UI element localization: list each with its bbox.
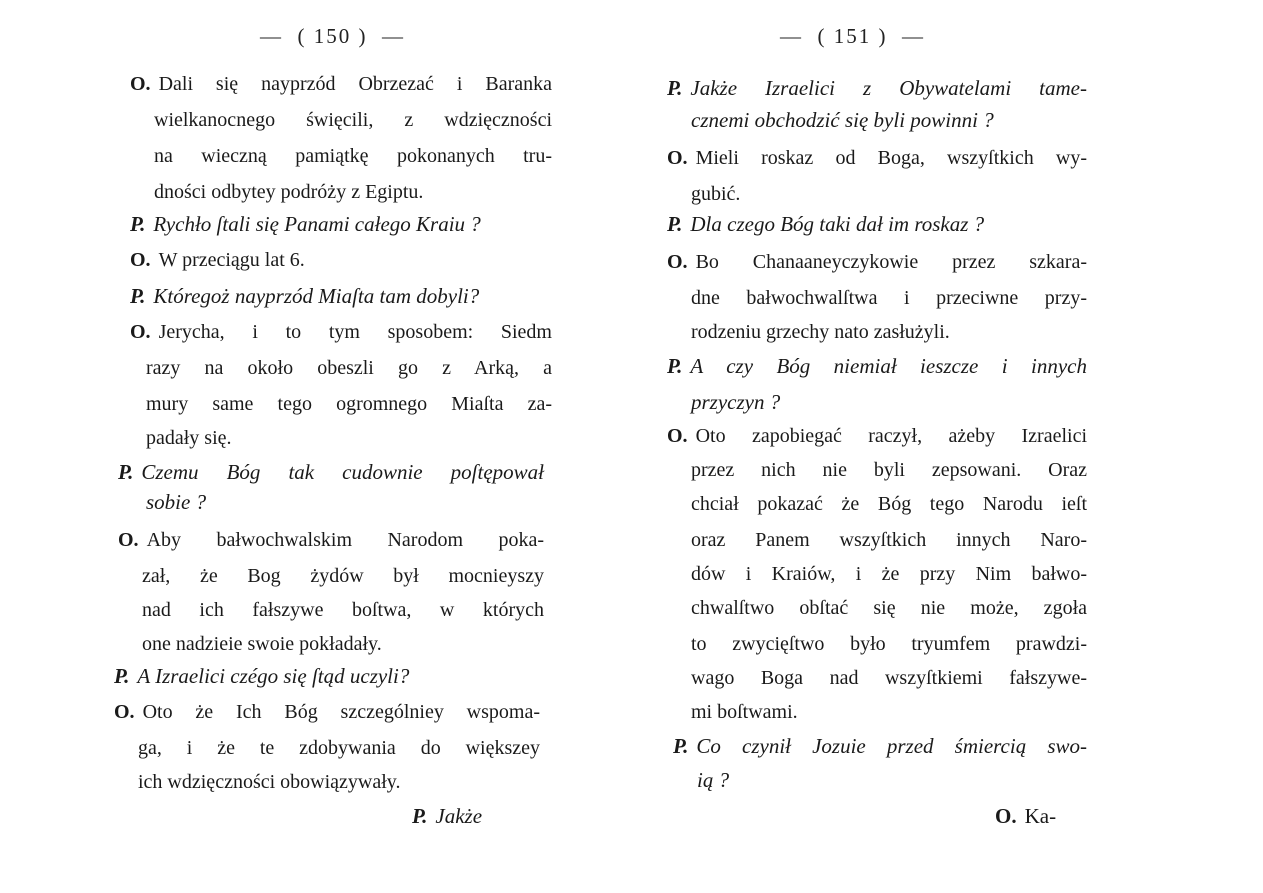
question-line [130,212,481,236]
answer-line [667,146,1087,170]
answer-line [130,320,552,344]
question-label: P. [130,284,146,308]
answer-line [691,458,1087,482]
line-text: Mieli roskaz od Boga, wszyſtkich wy- [695,147,1087,169]
line-text: nad ich fałszywe boſtwa, w których [142,599,544,621]
answer-line [142,598,544,622]
answer-line [130,248,305,272]
answer-line [691,528,1087,552]
line-text: wielkanocnego święcili, z wdzięczności [154,109,552,131]
question-label: P. [667,212,683,236]
line-text: razy na około obeszli go z Arką, a [146,357,552,379]
line-text: zał, że Bog żydów był mocnieyszy [142,565,544,587]
line-text: Jakże Izraelici z Obywatelami tame- [690,76,1087,100]
page-number-150: — ( 150 ) — [260,24,405,48]
page-number-151: — ( 151 ) — [780,24,925,48]
line-text: mury same tego ogromnego Miaſta za- [146,393,552,415]
line-text: Oto zapobiegać raczył, ażeby Izraelici [695,425,1087,447]
answer-line [154,144,552,168]
question-label: P. [412,804,428,828]
question-label: P. [667,76,683,100]
line-text: Aby bałwochwalskim Narodom poka- [146,529,544,551]
answer-line [146,426,232,450]
line-text: chciał pokazać że Bóg tego Narodu ieſt [691,493,1087,515]
question-label: P. [673,734,689,758]
question-label: P. [114,664,130,688]
answer-label: O. [667,251,688,273]
line-text: Bo Chanaaneyczykowie przez szkara- [695,251,1087,273]
line-text: mi boſtwami. [691,701,798,723]
question-line [697,768,729,792]
answer-label: O. [130,73,151,95]
answer-line [667,424,1087,448]
catchword [995,804,1056,829]
question-line [130,284,479,308]
answer-line [146,392,552,416]
question-line [114,664,409,688]
answer-line [154,108,552,132]
question-line [118,460,544,484]
line-text: przyczyn ? [691,390,781,414]
answer-line [691,286,1087,310]
question-label: P. [130,212,146,236]
answer-line [691,596,1087,620]
answer-line [154,180,423,204]
answer-line [138,736,540,760]
line-text: one nadzieie swoie pokładały. [142,633,382,655]
line-text: W przeciągu lat 6. [158,249,305,271]
question-line [667,212,984,236]
question-line [673,734,1087,758]
question-line [691,108,994,132]
line-text: przez nich nie byli zepsowani. Oraz [691,459,1087,481]
answer-line [691,320,950,344]
line-text: cznemi obchodzić się byli powinni ? [691,108,994,132]
catchword-text: Ka- [1024,804,1057,828]
line-text: wago Boga nad wszyſtkiemi fałszywe- [691,667,1087,689]
line-text: sobie ? [146,490,207,514]
catchword [412,804,482,829]
line-text: Dali się nayprzód Obrzezać i Baranka [158,73,552,95]
line-text: Któregoż nayprzód Miaſta tam dobyli? [153,284,480,308]
answer-line [114,700,540,724]
answer-line [146,356,552,380]
answer-line [138,770,401,794]
line-text: A Izraelici czégo się ſtąd uczyli? [137,664,410,688]
line-text: dów i Kraiów, i że przy Nim bałwo- [691,563,1087,585]
line-text: A czy Bóg niemiał ieszcze i innych [690,354,1087,378]
line-text: Rychło ſtali się Panami całego Kraiu ? [153,212,481,236]
answer-label: O. [995,804,1017,828]
line-text: rodzeniu grzechy nato zasłużyli. [691,321,950,343]
answer-line [691,492,1087,516]
answer-line [691,632,1087,656]
question-label: P. [667,354,683,378]
line-text: na wieczną pamiątkę pokonanych tru- [154,145,552,167]
line-text: to zwycięſtwo było tryumfem prawdzi- [691,633,1087,655]
answer-label: O. [130,249,151,271]
question-line [667,76,1087,100]
question-label: P. [118,460,134,484]
answer-line [142,564,544,588]
line-text: Czemu Bóg tak cudownie poſtępował [141,460,544,484]
answer-line [130,72,552,96]
line-text: ią ? [697,768,730,792]
line-text: Oto że Ich Bóg szczególniey wspoma- [142,701,540,723]
line-text: gubić. [691,183,741,205]
answer-label: O. [130,321,151,343]
answer-label: O. [114,701,135,723]
answer-label: O. [667,425,688,447]
line-text: ga, i że te zdobywania do większey [138,737,540,759]
answer-line [667,250,1087,274]
answer-line [691,182,740,206]
answer-line [691,666,1087,690]
line-text: chwalſtwo obſtać się nie może, zgoła [691,597,1087,619]
question-line [667,354,1087,378]
question-line [146,490,206,514]
question-line [691,390,780,414]
line-text: padały się. [146,427,232,449]
line-text: dności odbytey podróży z Egiptu. [154,181,424,203]
line-text: Co czynił Jozuie przed śmiercią swo- [696,734,1087,758]
answer-line [691,562,1087,586]
catchword-text: Jakże [435,804,483,828]
line-text: oraz Panem wszyſtkich innych Naro- [691,529,1087,551]
answer-label: O. [667,147,688,169]
answer-line [118,528,544,552]
answer-line [142,632,382,656]
answer-line [691,700,798,724]
line-text: ich wdzięczności obowiązywały. [138,771,401,793]
answer-label: O. [118,529,139,551]
line-text: Dla czego Bóg taki dał im roskaz ? [690,212,985,236]
line-text: Jerycha, i to tym sposobem: Siedm [158,321,552,343]
line-text: dne bałwochwalſtwa i przeciwne przy- [691,287,1087,309]
